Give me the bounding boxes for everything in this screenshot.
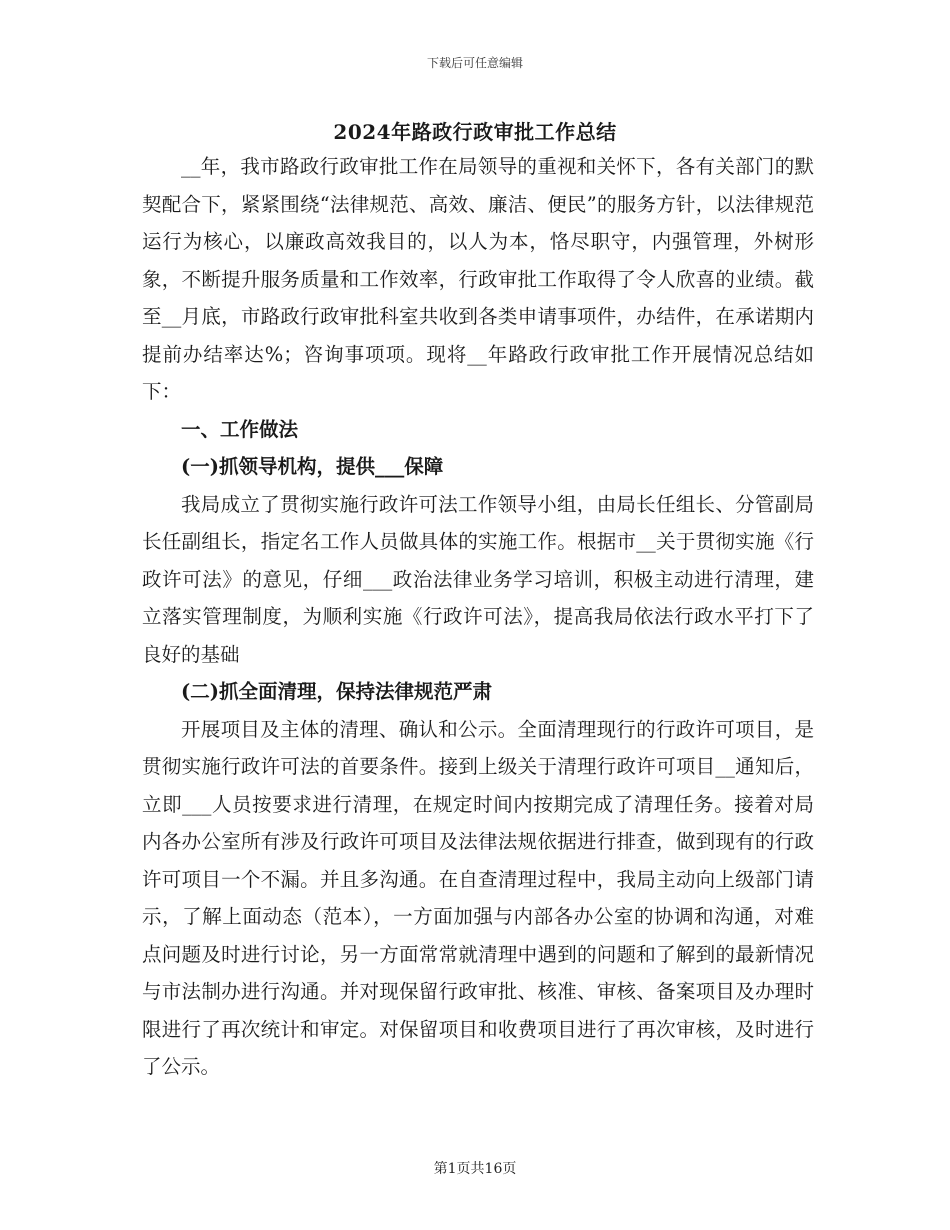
subsection-heading-1: (一)抓领导机构，提供___保障 xyxy=(181,455,444,478)
document-title: 2024年路政行政审批工作总结 xyxy=(333,120,617,144)
paragraph-leadership: 我局成立了贯彻实施行政许可法工作领导小组，由局长任组长、分管副局长任副组长，指定名工作人员做具体的实施工作。根据市__关于贯彻实施《行政许可法》的意见，仔细___政治法律业务学习培训，积极主动进行清理，建立落实管理制度，为顺利实施《行政许可法》，提高我局依法行政水平打下了良好的基础 xyxy=(142,492,814,666)
document-body xyxy=(142,148,814,1086)
paragraph-cleanup: 开展项目及主体的清理、确认和公示。全面清理现行的行政许可项目，是贯彻实施行政许可法的首要条件。接到上级关于清理行政许可项目__通知后，立即___人员按要求进行清理，在规定时间内按期完成了清理任务。接着对局内各办公室所有涉及行政许可项目及法律法规依据进行排查，做到现有的行政许可项目一个不漏。并且多沟通。在自查清理过程中，我局主动向上级部门请示，了解上面动态（范本），一方面加强与内部各办公室的协调和沟通，对难点问题及时进行讨论，另一方面常常就清理中遇到的问题和了解到的最新情况与市法制办进行沟通。并对现保留行政审批、核准、审核、备案项目及办理时限进行了再次统计和审定。对保留项目和收费项目进行了再次审核，及时进行了公示。 xyxy=(142,717,814,1078)
intro-paragraph: __年，我市路政行政审批工作在局领导的重视和关怀下，各有关部门的默契配合下，紧紧围绕“法律规范、高效、廉洁、便民”的服务方针，以法律规范运行为核心，以廉政高效我目的，以人为本，恪尽职守，内强管理，外树形象，不断提升服务质量和工作效率，行政审批工作取得了令人欣喜的业绩。截至__月底，市路政行政审批科室共收到各类申请事项件，办结件，在承诺期内提前办结率达%；咨询事项项。现将__年路政行政审批工作开展情况总结如下： xyxy=(142,155,814,403)
section-heading-1: 一、工作做法 xyxy=(181,417,299,441)
header-note: 下载后可任意编辑 xyxy=(426,56,523,70)
subsection-heading-2: (二)抓全面清理，保持法律规范严肃 xyxy=(181,680,492,703)
page-footer: 第1页共16页 xyxy=(433,1161,517,1177)
